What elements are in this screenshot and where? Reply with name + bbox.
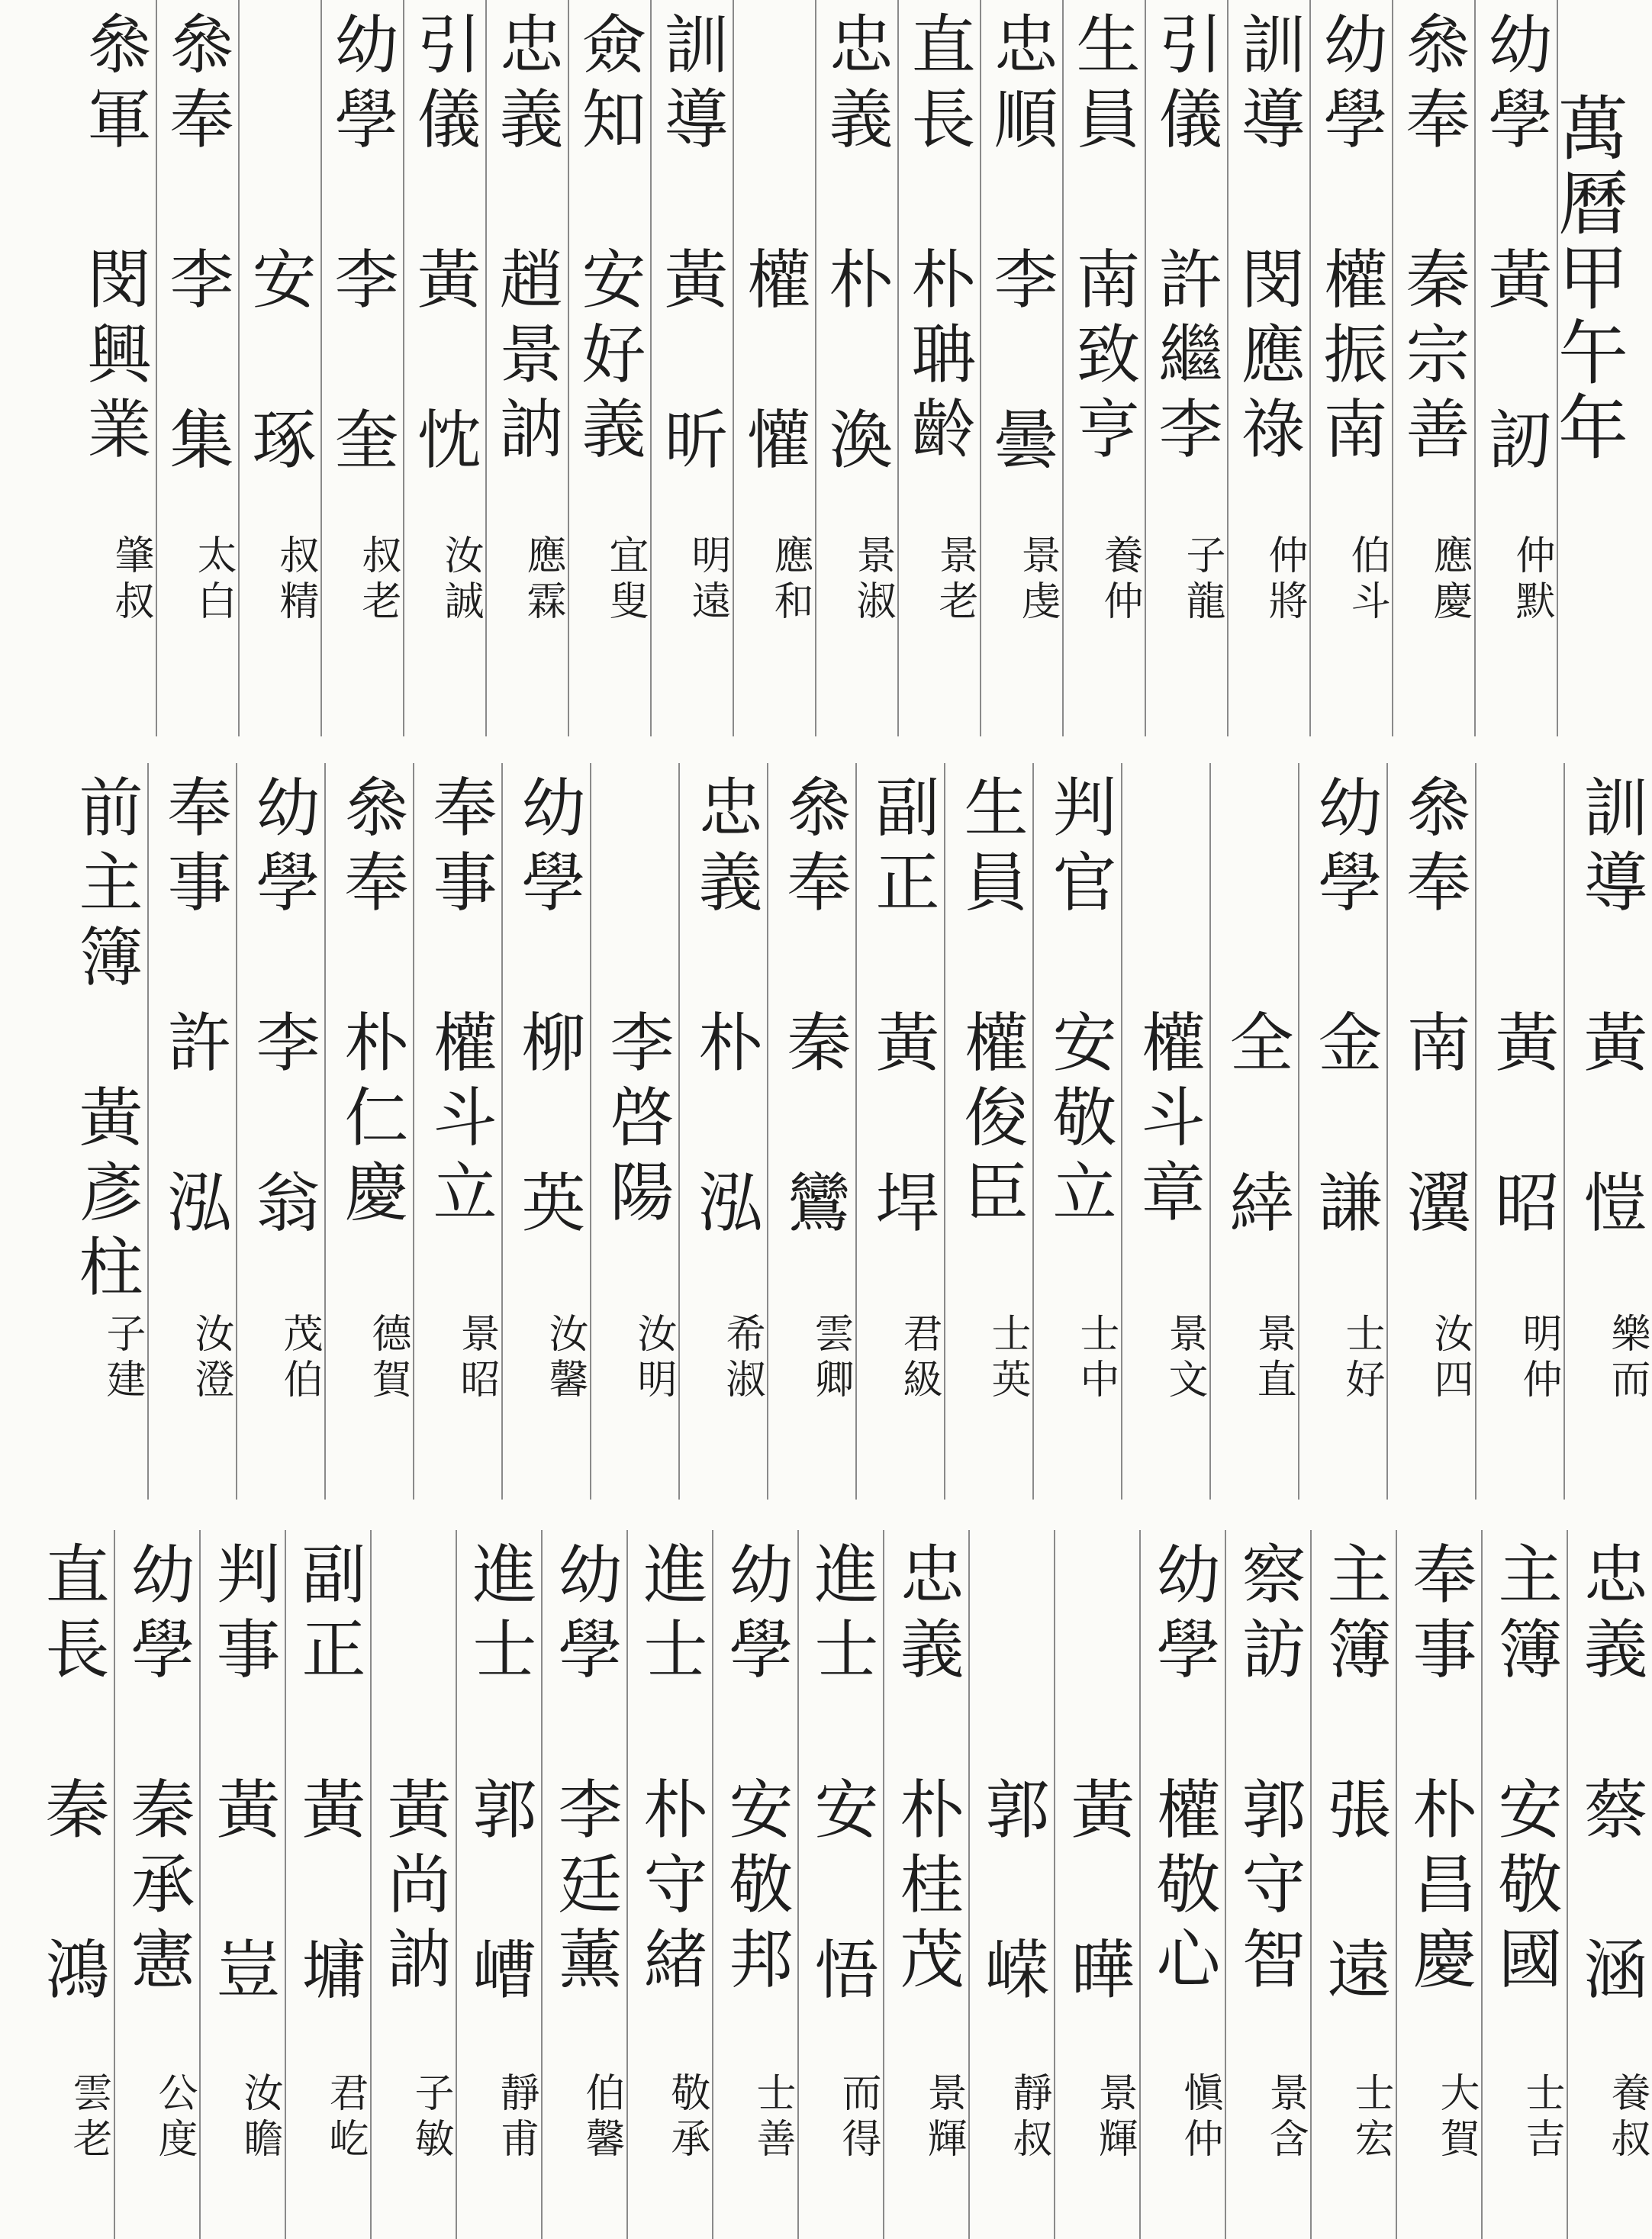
entry-title-and-name: 幼學 金 謙 (1308, 774, 1383, 1244)
entry-title-and-name: 進士 朴守緒 (633, 1541, 708, 2000)
entry-title-and-name: 副正 黃 墉 (291, 1541, 366, 2011)
register-entry (1145, 0, 1229, 736)
entry-title-and-name: 全 緈 (1219, 774, 1294, 1244)
entry-title-and-name: 幼學 李 奎 (324, 11, 399, 481)
register-entry (1227, 0, 1311, 736)
entry-courtesy-name: 明仲 (1515, 1313, 1561, 1404)
entry-title-and-name: 幼學 安敬邦 (719, 1541, 794, 2000)
entry-title-and-name: 副正 黃 垾 (865, 774, 940, 1244)
entry-courtesy-name: 汝瞻 (237, 2072, 282, 2163)
register-entry (28, 1530, 115, 2239)
entry-title-and-name: 忠義 趙景訥 (489, 11, 564, 470)
register-entry (1481, 1530, 1568, 2239)
entry-title-and-name: 訓導 閔應祿 (1231, 11, 1306, 470)
entry-title-and-name: 直長 秦 鴻 (35, 1541, 110, 2011)
entry-courtesy-name: 明遠 (684, 534, 730, 626)
entry-title-and-name: 引儀 許繼李 (1148, 11, 1223, 470)
entry-courtesy-name: 大賀 (1433, 2072, 1479, 2163)
register-entry (485, 0, 569, 736)
register-entry (626, 1530, 713, 2239)
entry-title-and-name: 生員 南致亨 (1066, 11, 1141, 470)
entry-courtesy-name: 靜甫 (493, 2072, 539, 2163)
entry-title-and-name: 叅奉 朴仁慶 (334, 774, 409, 1233)
entry-title-and-name: 幼學 權敬心 (1146, 1541, 1221, 2000)
entry-title-and-name: 忠義 朴 泓 (688, 774, 763, 1244)
entry-courtesy-name: 宜叟 (602, 534, 648, 626)
entry-courtesy-name: 應和 (767, 534, 813, 626)
entry-title-and-name: 幼學 黃 訒 (1478, 11, 1553, 481)
register-entry (1032, 763, 1122, 1500)
entry-title-and-name: 察訪 郭守智 (1232, 1541, 1306, 2000)
register-entry (541, 1530, 628, 2239)
entry-title-and-name: 郭 嵘 (975, 1541, 1050, 2011)
entry-courtesy-name: 士英 (984, 1313, 1030, 1404)
entry-title-and-name: 主簿 張 遠 (1317, 1541, 1392, 2011)
entry-title-and-name: 直長 朴聃齡 (901, 11, 976, 470)
register-band-2 (0, 763, 1652, 1500)
entry-title-and-name: 忠順 李 曇 (984, 11, 1058, 481)
register-entry (320, 0, 404, 736)
entry-title-and-name: 判事 黃 豈 (206, 1541, 281, 2011)
entry-title-and-name: 黃 曄 (1061, 1541, 1135, 2011)
entry-courtesy-name: 德賀 (365, 1313, 411, 1404)
entry-title-and-name: 李啓陽 (600, 774, 675, 1233)
entry-courtesy-name: 公度 (151, 2072, 197, 2163)
register-entry (370, 1530, 457, 2239)
entry-courtesy-name: 景昭 (453, 1313, 499, 1404)
entry-courtesy-name: 汝明 (630, 1313, 676, 1404)
entry-courtesy-name: 景直 (1250, 1313, 1296, 1404)
register-entry (968, 1530, 1055, 2239)
register-entry (712, 1530, 799, 2239)
register-entry (1474, 0, 1558, 736)
register-entry (1396, 1530, 1483, 2239)
register-entry (501, 763, 591, 1500)
entry-title-and-name: 訓導 黃 昕 (654, 11, 729, 481)
entry-title-and-name: 叅奉 南 瀷 (1396, 774, 1471, 1244)
entry-title-and-name: 進士 安 悟 (804, 1541, 879, 2011)
register-band-3 (0, 1530, 1652, 2239)
register-entry (1386, 763, 1476, 1500)
register-entry (897, 0, 981, 736)
entry-title-and-name: 忠義 朴 渙 (819, 11, 894, 481)
register-entry (980, 0, 1064, 736)
entry-title-and-name: 忠義 朴桂茂 (890, 1541, 964, 2000)
register-entry (413, 763, 503, 1500)
entry-courtesy-name: 愼仲 (1177, 2072, 1222, 2163)
entry-title-and-name: 奉事 許 泓 (157, 774, 232, 1244)
entry-courtesy-name: 養仲 (1097, 534, 1142, 626)
entry-title-and-name: 權 懽 (736, 11, 811, 481)
register-entry (568, 0, 652, 736)
entry-title-and-name: 安 琢 (242, 11, 317, 481)
register-band-1 (0, 0, 1652, 736)
register-entry (855, 763, 945, 1500)
entry-courtesy-name: 希淑 (719, 1313, 765, 1404)
register-entry (590, 763, 680, 1500)
entry-courtesy-name: 仲將 (1261, 534, 1307, 626)
register-entry (1310, 1530, 1397, 2239)
entry-title-and-name: 幼學 李廷薰 (548, 1541, 623, 2000)
entry-title-and-name: 黃 昭 (1485, 774, 1560, 1244)
entry-courtesy-name: 子建 (99, 1313, 145, 1404)
register-entry (733, 0, 816, 736)
register-entry (1209, 763, 1299, 1500)
entry-courtesy-name: 雲卿 (807, 1313, 853, 1404)
entry-courtesy-name: 景輝 (1091, 2072, 1137, 2163)
entry-title-and-name: 黃尚訥 (377, 1541, 452, 2000)
entry-title-and-name: 僉知 安好義 (572, 11, 646, 470)
entry-courtesy-name: 仲默 (1509, 534, 1554, 626)
entry-courtesy-name: 士吉 (1518, 2072, 1564, 2163)
entry-title-and-name: 奉事 權斗立 (423, 774, 498, 1233)
register-entry (1139, 1530, 1226, 2239)
register-entry (236, 763, 326, 1500)
register-entry (650, 0, 734, 736)
register-entry (1309, 0, 1393, 736)
entry-courtesy-name: 而得 (835, 2072, 881, 2163)
entry-courtesy-name: 景文 (1161, 1313, 1207, 1404)
entry-courtesy-name: 雲老 (66, 2072, 111, 2163)
entry-courtesy-name: 伯馨 (578, 2072, 624, 2163)
entry-title-and-name: 幼學 秦承憲 (121, 1541, 195, 2000)
entry-title-and-name: 叅奉 秦宗善 (1396, 11, 1470, 470)
entry-courtesy-name: 君級 (896, 1313, 942, 1404)
register-entry (114, 1530, 201, 2239)
entry-courtesy-name: 樂而 (1604, 1313, 1650, 1404)
register-entry (285, 1530, 372, 2239)
register-entry (1475, 763, 1565, 1500)
entry-title-and-name: 叅軍 閔興業 (77, 11, 152, 470)
register-entry (1298, 763, 1388, 1500)
register-entry (456, 1530, 543, 2239)
register-entry (797, 1530, 884, 2239)
entry-title-and-name: 主簿 安敬國 (1488, 1541, 1563, 2000)
register-entry (238, 0, 322, 736)
entry-title-and-name: 幼學 柳 英 (511, 774, 586, 1244)
entry-courtesy-name: 士宏 (1348, 2072, 1393, 2163)
entry-courtesy-name: 汝誠 (437, 534, 483, 626)
register-entry (1567, 1530, 1652, 2239)
entry-courtesy-name: 汝四 (1427, 1313, 1473, 1404)
entry-courtesy-name: 叔精 (272, 534, 318, 626)
register-entry (1062, 0, 1146, 736)
register-entry (767, 763, 857, 1500)
entry-title-and-name: 訓導 黃 愷 (1573, 774, 1648, 1244)
register-entry (403, 0, 487, 736)
entry-title-and-name: 奉事 朴昌慶 (1402, 1541, 1477, 2000)
entry-courtesy-name: 君屹 (322, 2072, 368, 2163)
entry-courtesy-name: 景老 (932, 534, 977, 626)
entry-title-and-name: 幼學 權振南 (1313, 11, 1388, 470)
entry-title-and-name: 權斗章 (1131, 774, 1206, 1233)
entry-title-and-name: 幼學 李 翁 (246, 774, 320, 1244)
entry-title-and-name: 判官 安敬立 (1042, 774, 1117, 1233)
register-entry (73, 0, 157, 736)
entry-courtesy-name: 景含 (1262, 2072, 1308, 2163)
register-entry (199, 1530, 286, 2239)
entry-title-and-name: 引儀 黃 忱 (407, 11, 481, 481)
register-entry (156, 0, 240, 736)
entry-courtesy-name: 景虔 (1014, 534, 1060, 626)
entry-title-and-name: 忠義 蔡 涵 (1573, 1541, 1648, 2011)
entry-courtesy-name: 肇叔 (108, 534, 153, 626)
entry-courtesy-name: 靜叔 (1006, 2072, 1051, 2163)
entry-courtesy-name: 敬承 (664, 2072, 710, 2163)
register-entry (147, 763, 237, 1500)
entry-courtesy-name: 汝馨 (542, 1313, 588, 1404)
document-title: 萬曆甲午年 (1547, 92, 1628, 466)
entry-courtesy-name: 子龍 (1179, 534, 1225, 626)
entry-title-and-name: 生員 權俊臣 (954, 774, 1029, 1233)
entry-courtesy-name: 景淑 (849, 534, 895, 626)
register-entry (1225, 1530, 1312, 2239)
register-entry (1054, 1530, 1141, 2239)
entry-courtesy-name: 養叔 (1604, 2072, 1650, 2163)
entry-title-and-name: 叅奉 李 集 (159, 11, 234, 481)
entry-courtesy-name: 士好 (1338, 1313, 1384, 1404)
register-entry (678, 763, 768, 1500)
entry-courtesy-name: 叔老 (355, 534, 401, 626)
entry-courtesy-name: 子敏 (407, 2072, 453, 2163)
register-entry (1392, 0, 1476, 736)
register-entry (324, 763, 414, 1500)
entry-courtesy-name: 太白 (190, 534, 236, 626)
register-entry (1563, 763, 1652, 1500)
entry-courtesy-name: 伯斗 (1344, 534, 1390, 626)
register-entry (815, 0, 899, 736)
entry-title-and-name: 叅奉 秦 鸞 (777, 774, 852, 1244)
register-entry (883, 1530, 970, 2239)
entry-courtesy-name: 景輝 (920, 2072, 966, 2163)
entry-courtesy-name: 應慶 (1426, 534, 1472, 626)
entry-title-and-name: 進士 郭 嶆 (462, 1541, 537, 2011)
entry-courtesy-name: 士中 (1073, 1313, 1119, 1404)
register-entry (1121, 763, 1211, 1500)
entry-courtesy-name: 士善 (749, 2072, 795, 2163)
entry-title-and-name: 前主簿 黃彥柱 (69, 774, 143, 1308)
entry-courtesy-name: 茂伯 (276, 1313, 322, 1404)
register-entry (59, 763, 149, 1500)
register-entry (944, 763, 1034, 1500)
entry-courtesy-name: 應霖 (520, 534, 565, 626)
entry-courtesy-name: 汝澄 (188, 1313, 233, 1404)
